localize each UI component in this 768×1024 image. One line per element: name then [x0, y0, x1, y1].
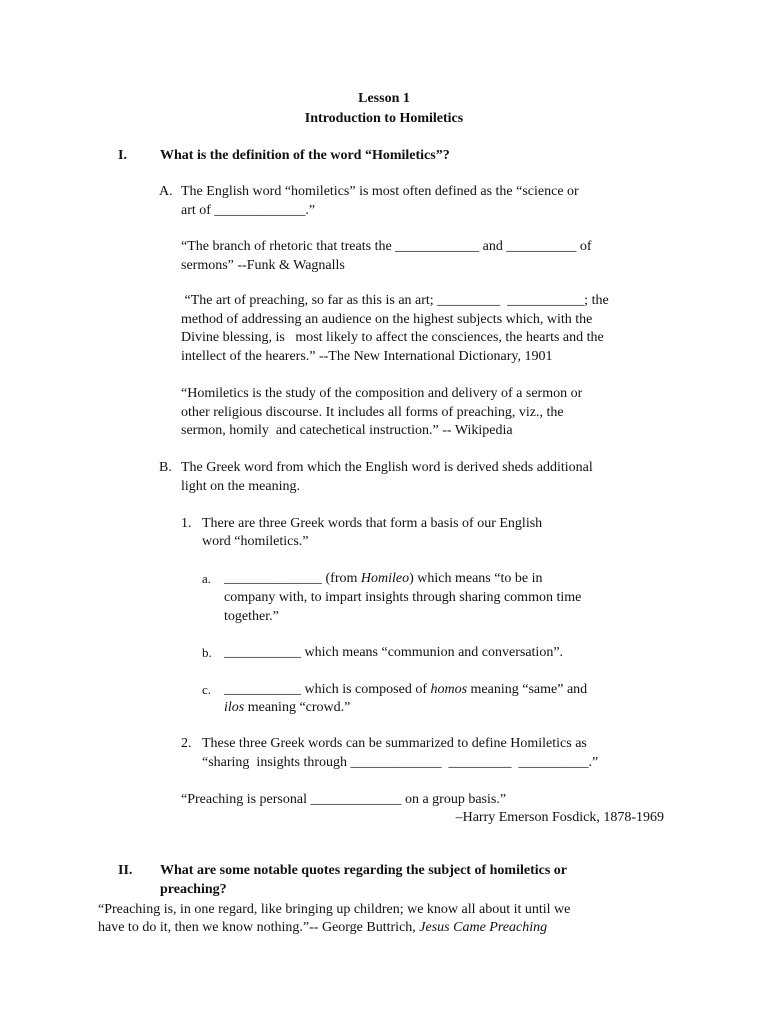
quote-intl-line2: method of addressing an audience on the highest subjects which, with the: [181, 312, 593, 327]
item-c-line1: [224, 681, 587, 699]
section-1-heading: What is the definition of the word “Homiletics”?: [160, 148, 450, 163]
item-A-line2: art of _____________.”: [181, 203, 316, 218]
item-c-line2-post: meaning “crowd.”: [244, 700, 351, 715]
fosdick-quote: “Preaching is personal _____________ on a group basis.”: [181, 792, 507, 807]
item-a-post: ) which means “to be in: [409, 571, 543, 586]
item-b-label: b.: [202, 645, 212, 660]
term-ilos: ilos: [224, 700, 245, 715]
item-1-line1: There are three Greek words that form a basis of our English: [202, 516, 543, 531]
item-B-line2: light on the meaning.: [181, 479, 300, 494]
quote-funk-line2: sermons” --Funk & Wagnalls: [181, 258, 345, 273]
quote-wiki-line2: other religious discourse. It includes all forms of preaching, viz., the: [181, 405, 564, 420]
item-A-label: A.: [159, 184, 173, 199]
quote-buttrich-line2: [98, 919, 547, 937]
item-a-line3: together.”: [224, 609, 279, 624]
section-1-numeral: I.: [118, 148, 127, 163]
quote-intl-line1: “The art of preaching, so far as this is an art; _________ ___________; the: [181, 293, 609, 308]
item-c-post: meaning “same” and: [467, 682, 588, 697]
item-1-label: 1.: [181, 516, 192, 531]
quote-intl-line3: Divine blessing, is most likely to affect the consciences, the hearts and the: [181, 330, 604, 345]
section-2-heading-line2: preaching?: [160, 882, 227, 897]
quote-buttrich-text: have to do it, then we know nothing.”-- George Buttrich,: [98, 920, 420, 935]
item-2-line1: These three Greek words can be summarized to define Homiletics as: [202, 736, 587, 751]
term-homileo: Homileo: [360, 571, 410, 586]
item-2-line2: “sharing insights through _____________ _________ __________.”: [202, 755, 599, 770]
lesson-number: Lesson 1: [358, 91, 410, 106]
item-2-label: 2.: [181, 736, 192, 751]
quote-buttrich-line1: “Preaching is, in one regard, like bringing up children; we know all about it until we: [98, 902, 571, 917]
item-a-label: a.: [202, 571, 212, 586]
page-title: Introduction to Homiletics: [304, 111, 464, 126]
quote-funk-line1: “The branch of rhetoric that treats the ____________ and __________ of: [181, 239, 592, 254]
section-2-numeral: II.: [118, 863, 133, 878]
quote-intl-line4: intellect of the hearers.” --The New International Dictionary, 1901: [181, 349, 553, 364]
item-b-text: ___________ which means “communion and conversation”.: [224, 645, 564, 660]
item-a-line1: [224, 570, 542, 588]
quote-wiki-line1: “Homiletics is the study of the composition and delivery of a sermon or: [181, 386, 583, 401]
item-c-label: c.: [202, 682, 212, 697]
item-B-line1: The Greek word from which the English word is derived sheds additional: [181, 460, 593, 475]
item-B-label: B.: [159, 460, 172, 475]
term-homos: homos: [430, 682, 468, 697]
item-1-line2: word “homiletics.”: [202, 534, 309, 549]
book-title: Jesus Came Preaching: [419, 920, 548, 935]
item-c-pre: ___________ which is composed of: [224, 682, 431, 697]
fosdick-attribution: –Harry Emerson Fosdick, 1878-1969: [455, 810, 664, 825]
section-2-heading-line1: What are some notable quotes regarding the subject of homiletics or: [160, 863, 567, 878]
quote-wiki-line3: sermon, homily and catechetical instruction.” -- Wikipedia: [181, 423, 513, 438]
item-c-line2: [224, 699, 350, 717]
item-a-line2: company with, to impart insights through sharing common time: [224, 590, 582, 605]
item-a-pre: ______________ (from: [224, 571, 361, 586]
item-A-line1: The English word “homiletics” is most often defined as the “science or: [181, 184, 579, 199]
